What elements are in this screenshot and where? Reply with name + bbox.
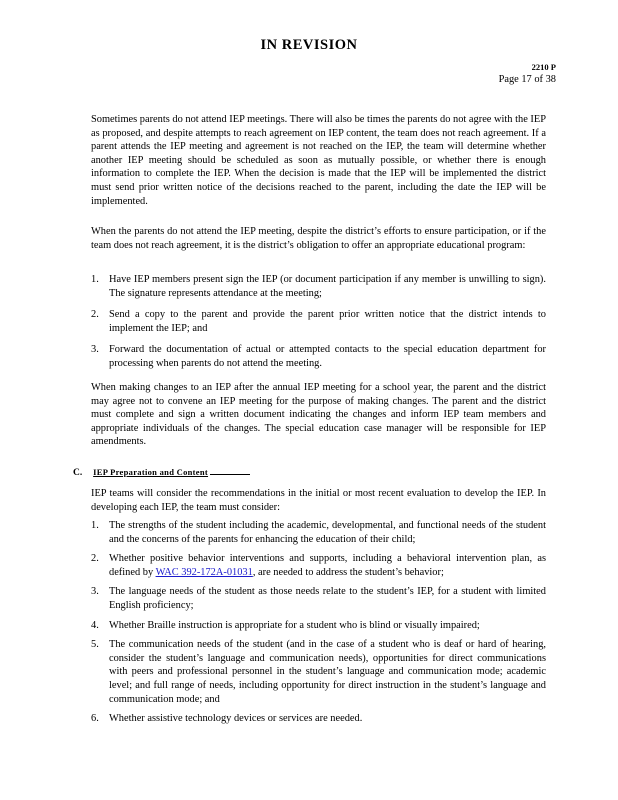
section-letter: C. xyxy=(73,468,83,478)
list-number: 3. xyxy=(91,586,99,598)
list-number: 4. xyxy=(91,619,99,631)
considerations-list xyxy=(91,519,546,726)
list-item-text: Send a copy to the parent and provide the parent prior written notice that the district intends to implement the IEP; and xyxy=(109,309,546,334)
list-item-text: The language needs of the student as those needs relate to the student’s IEP, for a student with limited English proficiency; xyxy=(109,586,546,611)
policy-number: 2210 P xyxy=(531,62,556,72)
list-number: 1. xyxy=(91,520,99,531)
list-item-text: Have IEP members present sign the IEP (or document participation if any member is unwilling to sign). The signature represents attendance at the meeting; xyxy=(109,274,546,299)
paragraph-text: Sometimes parents do not attend IEP meetings. There will also be times the parents do not agree with the IEP as proposed, and despite attempts to reach agreement on IEP content, the team does not reach agreement. If a parent attends the IEP meeting and agreement is not reached on the IEP, the team will determine whether another IEP meeting should be scheduled as soon as mutually possible, or whether there is enough information to complete the IEP. When the decision is made that the IEP will be implemented the district must send prior written notice of the decisions reached to the parent, including the date the IEP will be implemented. xyxy=(91,114,546,207)
list-item xyxy=(91,552,546,579)
list-number: 3. xyxy=(91,344,99,356)
list-item xyxy=(91,638,546,706)
list-item xyxy=(91,273,546,300)
wac-link[interactable]: WAC 392-172A-01031 xyxy=(155,566,253,578)
paragraph-text: IEP teams will consider the recommendations in the initial or most recent evaluation to develop the IEP. In developing each IEP, the team must consider: xyxy=(91,488,546,513)
paragraph-obligation xyxy=(91,225,546,252)
list-item-text: Whether positive behavior interventions and supports, including a behavioral intervention plan, as defined by xyxy=(109,553,546,578)
list-item-text: Whether Braille instruction is appropriate for a student who is blind or visually impaired; xyxy=(109,619,480,631)
list-item-text: Whether assistive technology devices or services are needed. xyxy=(109,713,363,725)
paragraph-text: When making changes to an IEP after the annual IEP meeting for a school year, the parent and the district may agree not to convene an IEP meeting for the purpose of making changes. The parent and the district must complete and sign a written document indicating the changes and inform IEP team members and appropriate individuals of the changes. The special education case manager will be responsible for IEP amendments. xyxy=(91,382,546,448)
list-item xyxy=(91,712,546,726)
heading-underline xyxy=(210,473,250,475)
list-number: 5. xyxy=(91,639,99,651)
list-number: 2. xyxy=(91,309,99,321)
list-item xyxy=(91,619,546,633)
paragraph-iep-considerations xyxy=(91,487,546,514)
page-title: IN REVISION xyxy=(260,37,358,53)
list-item xyxy=(91,585,546,612)
list-item xyxy=(91,308,546,335)
list-item-text: The strengths of the student including the academic, developmental, and functional needs of the student and the concerns of the parents for enhancing the education of their child; xyxy=(109,520,546,545)
paragraph-iep-changes xyxy=(91,381,546,449)
page-number: Page 17 of 38 xyxy=(498,74,556,85)
section-title: IEP Preparation and Content xyxy=(93,467,209,477)
list-item-text: Forward the documentation of actual or attempted contacts to the special education department for processing when parents do not attend the meeting. xyxy=(109,344,546,369)
section-c-heading xyxy=(73,466,250,481)
list-number: 6. xyxy=(91,713,99,725)
list-number: 1. xyxy=(91,274,99,285)
list-item-text: The communication needs of the student (and in the case of a student who is deaf or hard of hearing, consider the student’s language and communication needs), opportunities for direct communications with peers and professional personnel in the student’s language and communication mode; academic level; and full range of needs, including opportunity for direct instruction in the student’s language and communication mode; and xyxy=(109,639,546,705)
list-number: 2. xyxy=(91,553,99,565)
paragraph-text: When the parents do not attend the IEP meeting, despite the district’s efforts to ensure participation, or if the team does not reach agreement, it is the district’s obligation to offer an appropriate educational program: xyxy=(91,226,546,251)
list-item xyxy=(91,343,546,370)
paragraph-non-attendance xyxy=(91,113,546,208)
obligation-list xyxy=(91,273,546,371)
list-item xyxy=(91,519,546,546)
list-item-text: , are needed to address the student’s behavior; xyxy=(252,566,444,578)
